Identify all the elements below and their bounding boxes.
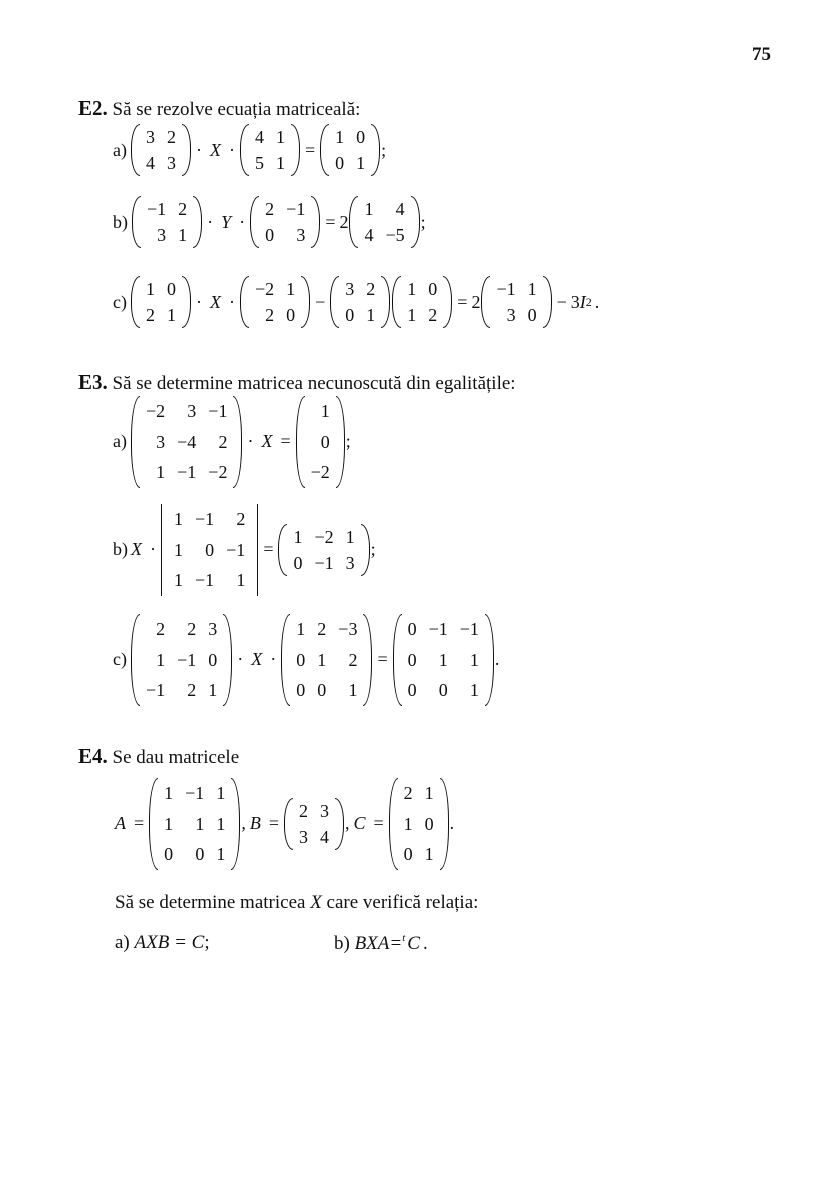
matrix-cell: −1 <box>185 783 205 803</box>
matrix-cell: 3 <box>166 153 176 174</box>
matrix-cell: −1 <box>459 619 479 639</box>
e2-equation-b <box>113 196 426 248</box>
matrix-cell: 2 <box>403 783 413 803</box>
matrix-cell: 0 <box>317 680 327 701</box>
right-paren <box>182 276 191 328</box>
left-bar <box>161 504 168 596</box>
equals-sign: = <box>373 813 384 834</box>
matrix-cell: 0 <box>403 844 413 865</box>
equals-sign: = <box>304 139 316 160</box>
item-label: a) <box>113 431 127 452</box>
matrix-b <box>284 798 344 850</box>
exercise-label: E2. <box>78 96 108 120</box>
matrix-cell: 1 <box>156 649 166 670</box>
matrix <box>349 196 419 248</box>
relation-expression: BXA= <box>354 933 403 954</box>
matrix-cell: 2 <box>218 431 228 452</box>
matrix-cell: 1 <box>345 526 355 547</box>
matrix-cell: −2 <box>310 462 330 483</box>
scalar-coefficient: 3 <box>570 291 580 312</box>
right-paren <box>311 196 320 248</box>
matrix <box>240 276 310 328</box>
matrix-cell: 4 <box>319 826 329 847</box>
matrix-cell: 1 <box>166 305 176 326</box>
left-paren <box>131 276 140 328</box>
punctuation: . <box>422 933 428 954</box>
comma: , <box>241 813 246 834</box>
matrix-name-c: C <box>353 813 366 834</box>
matrix-cell: 0 <box>293 552 303 573</box>
exercise-title: Se dau matricele <box>112 747 240 768</box>
matrix-cell: 0 <box>265 225 275 246</box>
left-paren <box>131 614 140 706</box>
right-paren <box>361 524 370 576</box>
matrix-cell: 2 <box>366 279 376 299</box>
matrix-cell: 3 <box>157 225 167 246</box>
e4-matrix-definitions <box>115 778 454 870</box>
matrix-cell: 1 <box>174 509 183 529</box>
right-paren <box>233 396 242 488</box>
scalar-coefficient: 2 <box>471 291 481 312</box>
matrix-c <box>389 778 449 870</box>
exercise-title: Să se determine matricea necunoscută din egalitățile: <box>112 373 516 394</box>
matrix-cell: −1 <box>496 279 516 299</box>
matrix-cell: −1 <box>147 199 167 219</box>
unknown-variable: X <box>209 139 221 160</box>
right-paren <box>301 276 310 328</box>
right-paren <box>223 614 232 706</box>
transpose-superscript: t <box>402 932 406 944</box>
item-label: b) <box>334 933 350 954</box>
left-paren <box>131 396 140 488</box>
equals-sign: = <box>280 431 291 452</box>
matrix-cell: 2 <box>298 800 308 821</box>
e3-equation-c <box>113 614 499 706</box>
matrix-cell: 0 <box>407 649 417 670</box>
right-paren <box>485 614 494 706</box>
matrix-a <box>149 778 240 870</box>
matrix-cell: −1 <box>314 552 334 573</box>
matrix-cell: 3 <box>319 800 329 821</box>
left-paren <box>131 124 140 176</box>
left-paren <box>250 196 259 248</box>
matrix-cell: 1 <box>164 783 174 803</box>
matrix-cell: 3 <box>187 401 197 421</box>
left-paren <box>284 798 293 850</box>
matrix-cell: −2 <box>314 526 334 547</box>
matrix-cell: 0 <box>438 680 448 701</box>
e2-equation-a <box>113 124 386 176</box>
equals-sign: = <box>325 211 336 232</box>
right-paren <box>443 276 452 328</box>
right-paren <box>411 196 420 248</box>
dot-operator: · <box>195 139 202 160</box>
matrix-cell: 0 <box>428 279 438 299</box>
matrix-cell: 0 <box>335 153 345 174</box>
left-paren <box>393 614 402 706</box>
punctuation: . <box>594 291 600 312</box>
item-label: a) <box>113 139 127 160</box>
left-paren <box>240 124 249 176</box>
matrix-cell: 1 <box>424 844 434 865</box>
matrix-cell: 1 <box>275 153 285 174</box>
matrix-cell: −1 <box>208 401 228 421</box>
matrix-cell: −4 <box>177 431 197 452</box>
matrix-cell: 0 <box>356 127 366 147</box>
matrix-cell: −1 <box>428 619 448 639</box>
unknown-variable: Y <box>221 211 232 232</box>
matrix-cell: 2 <box>145 305 155 326</box>
matrix-cell: −2 <box>145 401 166 421</box>
matrix-cell: 3 <box>296 225 306 246</box>
right-bar <box>251 504 258 596</box>
left-paren <box>392 276 401 328</box>
matrix <box>131 124 191 176</box>
matrix-cell: 1 <box>317 649 327 670</box>
exercise-label: E4. <box>78 744 108 768</box>
matrix-cell: 3 <box>156 431 166 452</box>
left-paren <box>240 276 249 328</box>
matrix <box>481 276 551 328</box>
matrix-cell: 2 <box>178 199 188 219</box>
unknown-variable: X <box>261 431 273 452</box>
matrix-cell: 2 <box>317 619 327 639</box>
matrix-cell: −1 <box>195 570 215 591</box>
matrix-cell: 4 <box>145 153 155 174</box>
matrix-cell: 0 <box>205 539 215 560</box>
dot-operator: · <box>237 649 244 670</box>
matrix-cell: 2 <box>428 305 438 326</box>
matrix-cell: 3 <box>345 552 355 573</box>
right-paren <box>193 196 202 248</box>
matrix <box>296 396 345 488</box>
matrix-cell: 1 <box>178 225 188 246</box>
matrix-cell: 3 <box>208 619 218 639</box>
equals-sign: = <box>268 813 279 834</box>
punctuation: ; <box>204 932 210 953</box>
matrix-cell: 1 <box>469 680 479 701</box>
matrix-cell: 1 <box>356 153 366 174</box>
matrix-name-a: A <box>115 813 126 834</box>
matrix-cell: 1 <box>296 619 306 639</box>
matrix-cell: 1 <box>403 813 413 834</box>
matrix-cell: 1 <box>216 813 226 834</box>
matrix <box>330 276 390 328</box>
matrix-cell: 0 <box>527 305 537 326</box>
equals-sign: = <box>263 539 274 560</box>
matrix-cell: 5 <box>254 153 264 174</box>
question-variable: X <box>310 892 322 913</box>
matrix-cell: −2 <box>208 462 228 483</box>
item-label: c) <box>113 291 127 312</box>
identity-subscript: 2 <box>585 294 592 309</box>
unknown-variable: X <box>251 649 263 670</box>
matrix-cell: 1 <box>364 199 374 219</box>
e3-equation-b <box>113 504 376 596</box>
matrix-cell: −1 <box>286 199 306 219</box>
left-paren <box>320 124 329 176</box>
matrix-cell: 1 <box>145 279 155 299</box>
punctuation: . <box>494 649 500 670</box>
matrix-cell: 4 <box>364 225 374 246</box>
matrix-cell: −1 <box>195 509 215 529</box>
matrix-cell: 1 <box>195 813 205 834</box>
matrix <box>250 196 320 248</box>
matrix-cell: 1 <box>208 680 218 701</box>
matrix-cell: 0 <box>296 649 306 670</box>
left-paren <box>278 524 287 576</box>
matrix-cell: 0 <box>166 279 176 299</box>
matrix-cell: 3 <box>506 305 516 326</box>
matrix-cell: 2 <box>187 680 197 701</box>
matrix-cell: 1 <box>407 279 417 299</box>
matrix-cell: −1 <box>177 462 197 483</box>
equals-sign: = <box>134 813 145 834</box>
dot-operator: · <box>239 211 246 232</box>
punctuation: . <box>449 813 455 834</box>
matrix-cell: 1 <box>335 127 345 147</box>
matrix-cell: 1 <box>527 279 537 299</box>
matrix-cell: 1 <box>216 844 226 865</box>
comma: , <box>344 813 350 834</box>
left-paren <box>296 396 305 488</box>
matrix-cell: 0 <box>208 649 218 670</box>
matrix-cell: 0 <box>407 619 417 639</box>
matrix-cell: 1 <box>275 127 285 147</box>
right-paren <box>440 778 449 870</box>
item-label: a) <box>115 932 130 953</box>
matrix-cell: 0 <box>424 813 434 834</box>
matrix-cell: −5 <box>385 225 405 246</box>
matrix-cell: −1 <box>145 680 166 701</box>
matrix-cell: −3 <box>338 619 358 639</box>
punctuation: ; <box>381 139 387 160</box>
matrix <box>393 614 494 706</box>
matrix-cell: 0 <box>296 680 306 701</box>
relation-expression: AXB = C <box>134 932 205 953</box>
matrix-cell: 0 <box>286 305 296 326</box>
matrix-cell: −1 <box>226 539 246 560</box>
e3-equation-a <box>113 396 351 488</box>
minus-sign: − <box>556 291 567 312</box>
equals-sign: = <box>377 649 388 670</box>
dot-operator: · <box>228 291 235 312</box>
matrix-cell: 0 <box>164 844 174 865</box>
right-paren <box>336 396 345 488</box>
right-paren <box>291 124 300 176</box>
unknown-variable: X <box>131 539 142 560</box>
matrix-cell: 1 <box>366 305 376 326</box>
matrix-cell: 1 <box>174 539 183 560</box>
matrix-cell: 1 <box>348 680 358 701</box>
exercise-e4-heading <box>78 744 239 769</box>
item-label: b) <box>113 539 128 560</box>
matrix-cell: 1 <box>469 649 479 670</box>
right-paren <box>381 276 390 328</box>
question-text-pre: Să se determine matricea <box>115 892 311 913</box>
dot-operator: · <box>270 649 277 670</box>
matrix-cell: 1 <box>424 783 434 803</box>
left-paren <box>132 196 141 248</box>
punctuation: ; <box>370 539 376 560</box>
matrix-cell: 1 <box>320 401 330 421</box>
matrix-cell: 2 <box>348 649 358 670</box>
punctuation: ; <box>345 431 351 452</box>
matrix-cell: 2 <box>265 199 275 219</box>
right-paren <box>543 276 552 328</box>
exercise-e2-heading <box>78 96 360 121</box>
left-paren <box>281 614 290 706</box>
matrix-cell: 1 <box>216 783 226 803</box>
matrix <box>281 614 372 706</box>
exercise-title: Să se rezolve ecuația matriceală: <box>112 99 361 120</box>
matrix <box>392 276 452 328</box>
exercise-e3-heading <box>78 370 516 395</box>
right-paren <box>182 124 191 176</box>
right-paren <box>363 614 372 706</box>
matrix-cell: −2 <box>254 279 275 299</box>
item-label: b) <box>113 211 128 232</box>
matrix-cell: 0 <box>320 431 330 452</box>
matrix-cell: 1 <box>293 526 303 547</box>
matrix-cell: −1 <box>177 649 197 670</box>
dot-operator: · <box>150 539 156 560</box>
dot-operator: · <box>195 291 202 312</box>
left-paren <box>349 196 358 248</box>
matrix-cell: 1 <box>174 570 183 591</box>
matrix-cell: 1 <box>286 279 296 299</box>
left-paren <box>481 276 490 328</box>
right-paren <box>231 778 240 870</box>
matrix-cell: 0 <box>345 305 355 326</box>
equals-sign: = <box>457 291 468 312</box>
matrix-cell: 1 <box>407 305 417 326</box>
unknown-variable: X <box>209 291 221 312</box>
matrix-cell: 0 <box>407 680 417 701</box>
matrix <box>132 196 202 248</box>
matrix-cell: 2 <box>236 509 246 529</box>
punctuation: ; <box>420 211 426 232</box>
matrix <box>131 614 232 706</box>
e4-item-a <box>115 932 210 954</box>
matrix-cell: 1 <box>236 570 246 591</box>
matrix <box>278 524 369 576</box>
scalar-coefficient: 2 <box>339 211 349 232</box>
question-text-post: care verifică relația: <box>321 892 479 913</box>
dot-operator: · <box>207 211 214 232</box>
right-paren <box>371 124 380 176</box>
matrix-cell: 1 <box>438 649 448 670</box>
matrix-cell: 3 <box>298 826 308 847</box>
relation-tail: C <box>407 933 420 954</box>
page-number: 75 <box>752 44 771 65</box>
right-paren <box>335 798 344 850</box>
matrix-cell: 3 <box>145 127 155 147</box>
matrix-cell: 1 <box>164 813 174 834</box>
matrix-name-b: B <box>249 813 261 834</box>
matrix-cell: 4 <box>395 199 405 219</box>
matrix-cell: 2 <box>166 127 176 147</box>
matrix-cell: 2 <box>187 619 197 639</box>
matrix <box>320 124 380 176</box>
dot-operator: · <box>247 431 254 452</box>
matrix-cell: 2 <box>156 619 166 639</box>
exercise-label: E3. <box>78 370 108 394</box>
matrix <box>240 124 300 176</box>
matrix-cell: 3 <box>345 279 355 299</box>
identity-matrix-symbol: I <box>579 291 586 312</box>
matrix-cell: 2 <box>265 305 275 326</box>
e2-equation-c <box>113 276 599 328</box>
e4-question <box>115 892 478 914</box>
e4-item-b <box>334 932 428 955</box>
matrix-cell: 0 <box>195 844 205 865</box>
item-label: c) <box>113 649 127 670</box>
matrix-cell: 1 <box>156 462 166 483</box>
dot-operator: · <box>228 139 235 160</box>
left-paren <box>389 778 398 870</box>
determinant-style-matrix <box>161 504 258 596</box>
matrix <box>131 396 242 488</box>
matrix <box>131 276 191 328</box>
left-paren <box>330 276 339 328</box>
minus-sign: − <box>315 291 326 312</box>
matrix-cell: 4 <box>254 127 264 147</box>
left-paren <box>149 778 158 870</box>
